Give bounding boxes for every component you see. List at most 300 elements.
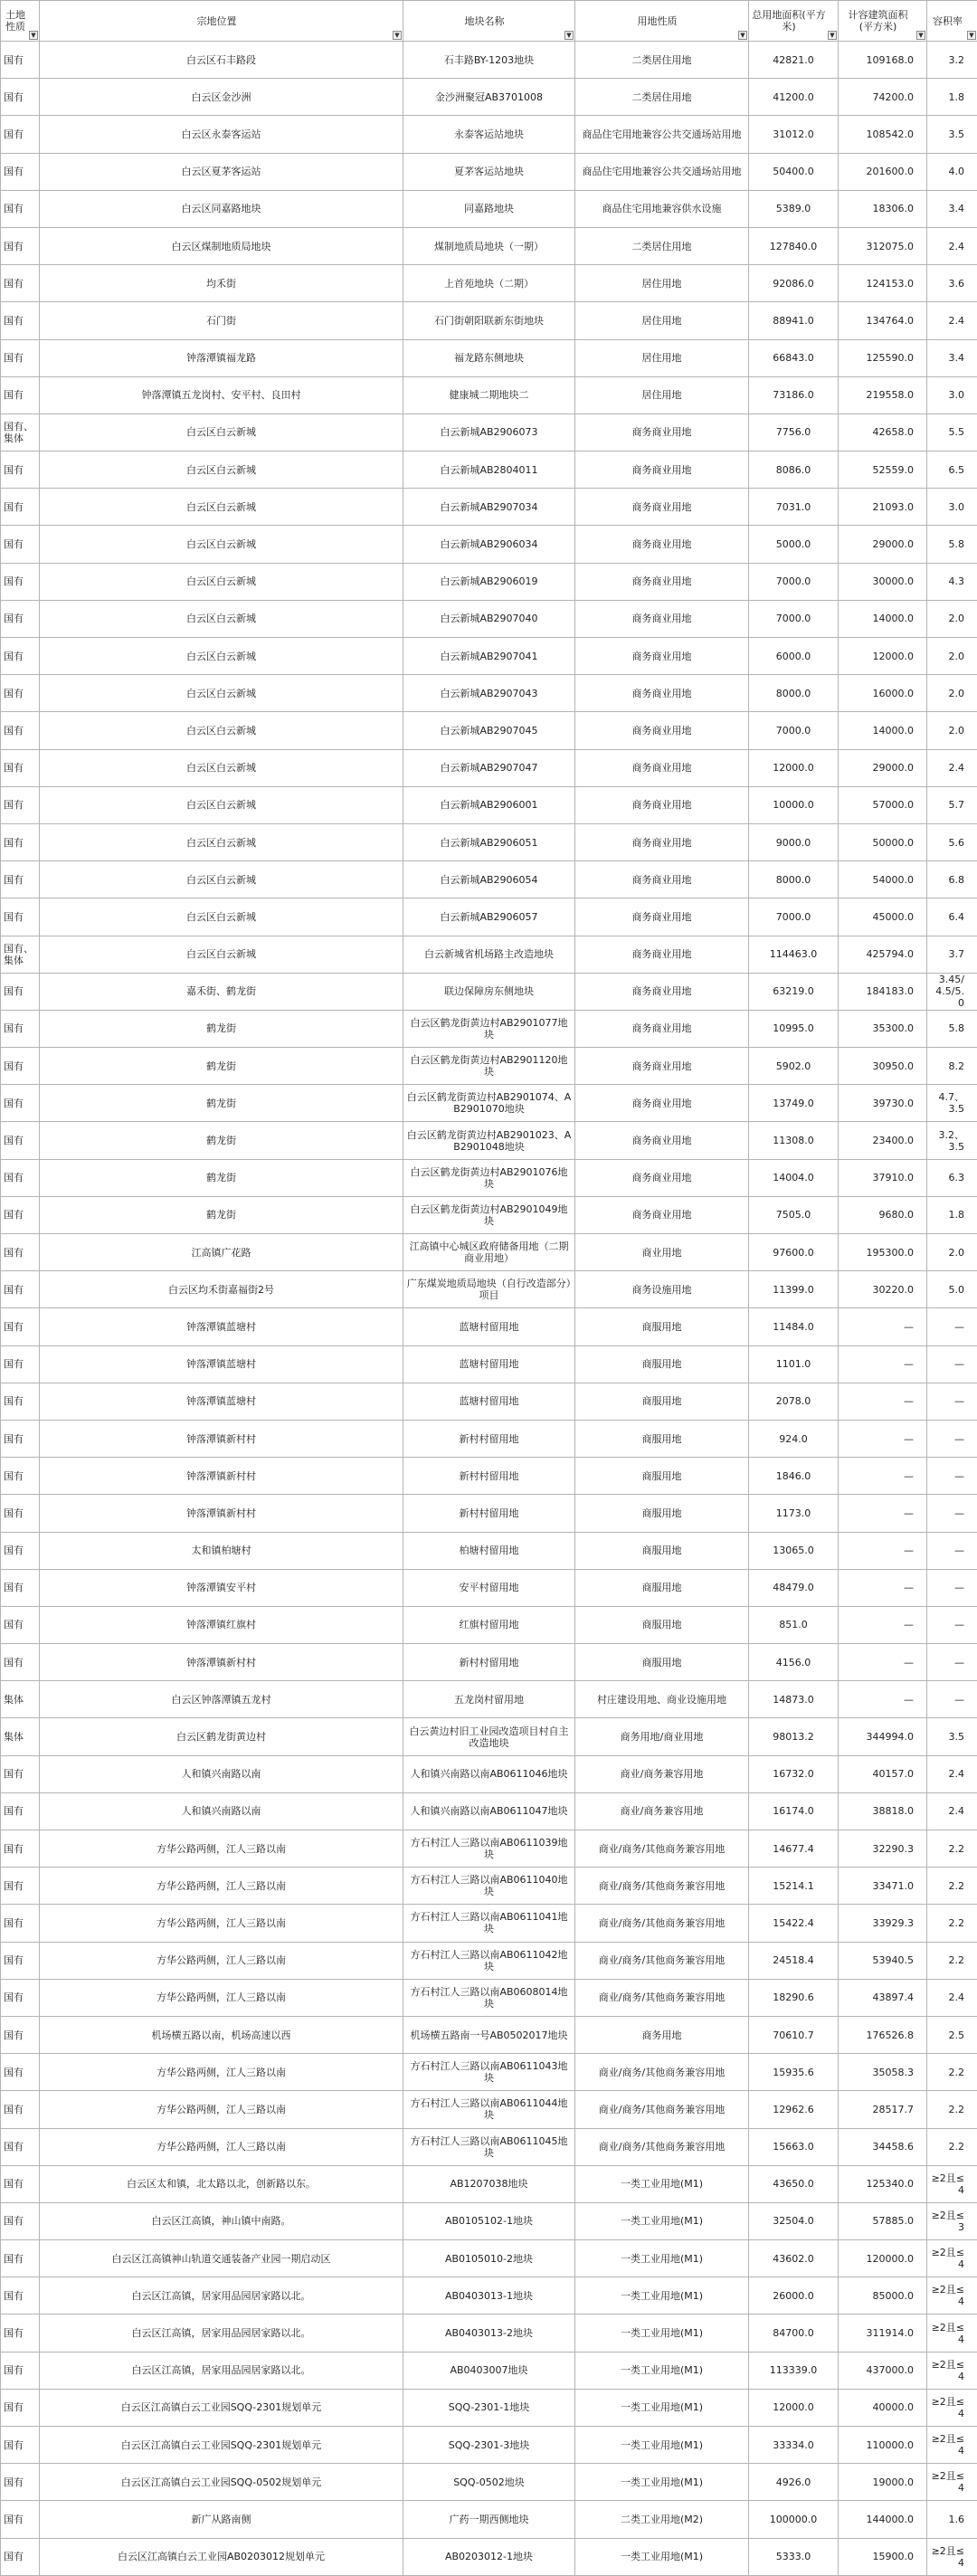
cell-total-area: 14873.0 [749,1681,839,1718]
cell-land-use: 二类居住用地 [575,79,749,116]
cell-land-nature: 国有 [1,227,40,264]
cell-land-use: 居住用地 [575,302,749,339]
cell-parcel-name: 广药一期西侧地块 [403,2501,575,2538]
cell-land-use: 商务商业用地 [575,861,749,898]
cell-plot-ratio: 6.4 [927,898,977,936]
cell-land-nature: 国有 [1,1271,40,1308]
table-row [1,1868,977,1905]
cell-land-nature: 国有 [1,1345,40,1383]
cell-total-area: 10995.0 [749,1010,839,1047]
cell-total-area: 7505.0 [749,1196,839,1233]
cell-plot-ratio: 2.4 [927,1792,977,1830]
cell-total-area: 5000.0 [749,526,839,563]
cell-building-area: — [839,1308,927,1345]
cell-building-area: 12000.0 [839,638,927,675]
table-row [1,2277,977,2315]
header-row [1,1,977,42]
cell-plot-ratio: 1.8 [927,79,977,116]
cell-location: 钟落潭镇蓝塘村 [40,1308,403,1345]
cell-parcel-name: 方石村江人三路以南AB0611041地块 [403,1905,575,1942]
cell-total-area: 88941.0 [749,302,839,339]
table-row [1,2538,977,2575]
cell-building-area: 201600.0 [839,153,927,190]
cell-total-area: 851.0 [749,1606,839,1643]
cell-land-nature: 国有 [1,339,40,376]
dropdown-arrow-icon[interactable]: ▼ [393,31,402,40]
cell-land-nature: 国有 [1,2538,40,2575]
cell-land-nature: 国有 [1,2016,40,2053]
cell-building-area: 437000.0 [839,2352,927,2389]
cell-total-area: 1101.0 [749,1345,839,1383]
cell-building-area: 57000.0 [839,786,927,823]
table-row [1,1718,977,1755]
cell-plot-ratio: 2.4 [927,1979,977,2016]
cell-plot-ratio: 2.5 [927,2016,977,2053]
cell-land-nature: 国有 [1,1159,40,1196]
cell-total-area: 11308.0 [749,1122,839,1159]
cell-location: 鹤龙街 [40,1085,403,1122]
table-row [1,339,977,376]
cell-location: 钟落潭镇福龙路 [40,339,403,376]
cell-plot-ratio: — [927,1532,977,1569]
table-row [1,1308,977,1345]
cell-land-use: 商务商业用地 [575,786,749,823]
cell-building-area: 45000.0 [839,898,927,936]
cell-parcel-name: 白云新城AB2907043 [403,675,575,712]
cell-plot-ratio: 2.4 [927,302,977,339]
cell-total-area: 16732.0 [749,1755,839,1792]
cell-land-nature: 国有 [1,786,40,823]
cell-land-use: 一类工业用地(M1) [575,2240,749,2277]
table-row [1,1458,977,1495]
cell-land-use: 商务设施用地 [575,1271,749,1308]
cell-land-nature: 国有 [1,1792,40,1830]
table-row [1,1644,977,1681]
cell-plot-ratio: 6.5 [927,452,977,489]
cell-total-area: 42821.0 [749,42,839,79]
cell-building-area: 176526.8 [839,2016,927,2053]
table-row [1,1234,977,1271]
cell-land-nature: 国有 [1,1942,40,1979]
table-row [1,1048,977,1085]
table-row [1,898,977,936]
cell-building-area: 30220.0 [839,1271,927,1308]
table-row [1,563,977,600]
cell-total-area: 66843.0 [749,339,839,376]
table-row [1,1122,977,1159]
cell-parcel-name: 夏茅客运站地块 [403,153,575,190]
table-row [1,190,977,227]
cell-land-use: 商业/商务/其他商务兼容用地 [575,1905,749,1942]
cell-location: 白云区江高镇白云工业园SQQ-0502规划单元 [40,2464,403,2501]
cell-parcel-name: 五龙岗村留用地 [403,1681,575,1718]
cell-plot-ratio: 2.2 [927,2054,977,2091]
header-total-area [749,1,839,42]
table-row [1,302,977,339]
cell-total-area: 2078.0 [749,1383,839,1420]
cell-building-area: — [839,1345,927,1383]
cell-building-area: 39730.0 [839,1085,927,1122]
cell-land-nature: 国有 [1,600,40,637]
cell-total-area: 98013.2 [749,1718,839,1755]
table-row [1,786,977,823]
cell-land-use: 商务商业用地 [575,823,749,860]
cell-land-use: 一类工业用地(M1) [575,2427,749,2464]
cell-parcel-name: AB0403013-1地块 [403,2277,575,2315]
cell-building-area: 109168.0 [839,42,927,79]
cell-building-area: 125340.0 [839,2165,927,2202]
table-row [1,42,977,79]
cell-location: 白云区白云新城 [40,413,403,451]
cell-parcel-name: SQQ-2301-1地块 [403,2389,575,2426]
cell-plot-ratio: 3.4 [927,190,977,227]
cell-plot-ratio: ≥2且≤4 [927,2315,977,2352]
table-row [1,2352,977,2389]
cell-building-area: 33471.0 [839,1868,927,1905]
cell-total-area: 9000.0 [749,823,839,860]
cell-location: 白云区均禾街嘉福街2号 [40,1271,403,1308]
cell-parcel-name: AB0203012-1地块 [403,2538,575,2575]
cell-land-use: 商服用地 [575,1569,749,1606]
cell-location: 方华公路两侧，江人三路以南 [40,2091,403,2128]
cell-total-area: 32504.0 [749,2202,839,2239]
cell-parcel-name: 白云新城AB2906057 [403,898,575,936]
cell-total-area: 15663.0 [749,2128,839,2165]
cell-parcel-name: 白云黄边村旧工业园改造项目村自主改造地块 [403,1718,575,1755]
table-row [1,526,977,563]
cell-parcel-name: 红旗村留用地 [403,1606,575,1643]
cell-building-area: — [839,1532,927,1569]
cell-land-nature: 国有 [1,42,40,79]
cell-land-use: 商业/商务/其他商务兼容用地 [575,1942,749,1979]
table-row [1,1345,977,1383]
cell-land-use: 一类工业用地(M1) [575,2538,749,2575]
cell-parcel-name: 白云区鹤龙街黄边村AB2901074、AB2901070地块 [403,1085,575,1122]
cell-location: 白云区江高镇白云工业园AB0203012规划单元 [40,2538,403,2575]
cell-parcel-name: 方石村江人三路以南AB0611042地块 [403,1942,575,1979]
cell-plot-ratio: 3.7 [927,936,977,973]
cell-land-use: 二类居住用地 [575,42,749,79]
cell-parcel-name: 健康城二期地块二 [403,376,575,413]
cell-land-use: 商服用地 [575,1495,749,1532]
cell-plot-ratio: 2.4 [927,749,977,786]
dropdown-arrow-icon[interactable]: ▼ [916,31,925,40]
cell-plot-ratio: 2.0 [927,675,977,712]
table-row [1,2016,977,2053]
cell-location: 白云区白云新城 [40,675,403,712]
cell-land-use: 商务商业用地 [575,413,749,451]
cell-building-area: 32290.3 [839,1830,927,1868]
cell-total-area: 7031.0 [749,489,839,526]
cell-location: 白云区白云新城 [40,638,403,675]
cell-land-nature: 国有 [1,265,40,302]
cell-plot-ratio: ≥2且≤4 [927,2165,977,2202]
cell-plot-ratio: 2.2 [927,1905,977,1942]
cell-land-use: 商服用地 [575,1458,749,1495]
dropdown-arrow-icon[interactable]: ▼ [738,31,747,40]
cell-location: 方华公路两侧，江人三路以南 [40,1905,403,1942]
cell-location: 白云区白云新城 [40,526,403,563]
cell-land-use: 一类工业用地(M1) [575,2202,749,2239]
cell-parcel-name: 新村村留用地 [403,1420,575,1457]
cell-land-use: 商务商业用地 [575,1010,749,1047]
dropdown-arrow-icon[interactable]: ▼ [828,31,837,40]
cell-plot-ratio: ≥2且≤4 [927,2389,977,2426]
table-row [1,1606,977,1643]
cell-building-area: 57885.0 [839,2202,927,2239]
cell-land-nature: 国有 [1,675,40,712]
cell-building-area: 29000.0 [839,749,927,786]
cell-plot-ratio: 5.6 [927,823,977,860]
cell-building-area: — [839,1644,927,1681]
cell-parcel-name: 永泰客运站地块 [403,116,575,153]
cell-land-use: 商务商业用地 [575,936,749,973]
dropdown-arrow-icon[interactable]: ▼ [967,31,976,40]
cell-land-use: 商务商业用地 [575,526,749,563]
cell-building-area: 33929.3 [839,1905,927,1942]
table-row [1,973,977,1010]
cell-total-area: 11399.0 [749,1271,839,1308]
cell-plot-ratio: 8.2 [927,1048,977,1085]
cell-building-area: 14000.0 [839,600,927,637]
cell-plot-ratio: 5.8 [927,1010,977,1047]
cell-location: 白云区太和镇，北太路以北，创新路以东。 [40,2165,403,2202]
cell-parcel-name: 白云区鹤龙街黄边村AB2901120地块 [403,1048,575,1085]
cell-land-use: 商业/商务/其他商务兼容用地 [575,2091,749,2128]
cell-total-area: 50400.0 [749,153,839,190]
cell-land-use: 商务商业用地 [575,1122,749,1159]
cell-land-use: 商务商业用地 [575,1085,749,1122]
cell-building-area: 42658.0 [839,413,927,451]
table-row [1,227,977,264]
table-row [1,489,977,526]
header-label: 宗地位置 [43,15,400,27]
table-row [1,1755,977,1792]
cell-parcel-name: 广东煤炭地质局地块（自行改造部分）项目 [403,1271,575,1308]
cell-land-nature: 国有 [1,2315,40,2352]
cell-plot-ratio: — [927,1681,977,1718]
table-row [1,1532,977,1569]
cell-land-nature: 国有 [1,1010,40,1047]
cell-land-nature: 国有 [1,1905,40,1942]
cell-building-area: 74200.0 [839,79,927,116]
cell-location: 均禾街 [40,265,403,302]
cell-plot-ratio: 4.0 [927,153,977,190]
table-row [1,2464,977,2501]
cell-land-nature: 国有 [1,2165,40,2202]
cell-total-area: 5389.0 [749,190,839,227]
cell-location: 白云区永泰客运站 [40,116,403,153]
cell-total-area: 7000.0 [749,712,839,749]
table-row [1,452,977,489]
cell-total-area: 12962.6 [749,2091,839,2128]
cell-land-use: 商服用地 [575,1606,749,1643]
cell-total-area: 4156.0 [749,1644,839,1681]
cell-location: 方华公路两侧，江人三路以南 [40,1830,403,1868]
cell-land-use: 商务商业用地 [575,489,749,526]
cell-land-use: 村庄建设用地、商业设施用地 [575,1681,749,1718]
cell-plot-ratio: 6.3 [927,1159,977,1196]
table-row [1,2054,977,2091]
cell-building-area: 52559.0 [839,452,927,489]
cell-land-use: 商业/商务/其他商务兼容用地 [575,2128,749,2165]
cell-location: 钟落潭镇红旗村 [40,1606,403,1643]
cell-location: 鹤龙街 [40,1122,403,1159]
table-row [1,823,977,860]
cell-plot-ratio: — [927,1308,977,1345]
cell-land-use: 商业/商务兼容用地 [575,1792,749,1830]
header-label: 总用地面积(平方米) [752,9,835,33]
cell-total-area: 7000.0 [749,600,839,637]
cell-parcel-name: SQQ-2301-3地块 [403,2427,575,2464]
cell-plot-ratio: — [927,1383,977,1420]
cell-building-area: 19000.0 [839,2464,927,2501]
cell-land-use: 商务商业用地 [575,973,749,1010]
cell-land-nature: 国有 [1,1868,40,1905]
cell-building-area: 53940.5 [839,1942,927,1979]
cell-location: 白云区同嘉路地块 [40,190,403,227]
table-body [1,42,977,2576]
cell-plot-ratio: ≥2且≤4 [927,2352,977,2389]
cell-land-nature: 国有 [1,2128,40,2165]
cell-land-nature: 国有 [1,190,40,227]
cell-total-area: 15935.6 [749,2054,839,2091]
cell-location: 新广从路南侧 [40,2501,403,2538]
table-row [1,2128,977,2165]
cell-land-use: 商业/商务/其他商务兼容用地 [575,1830,749,1868]
cell-land-nature: 国有 [1,823,40,860]
cell-land-nature: 国有 [1,1420,40,1457]
cell-location: 白云区江高镇白云工业园SQQ-2301规划单元 [40,2389,403,2426]
cell-land-use: 居住用地 [575,339,749,376]
cell-building-area: 43897.4 [839,1979,927,2016]
cell-parcel-name: 白云新城AB2906054 [403,861,575,898]
cell-plot-ratio: 5.5 [927,413,977,451]
table-row [1,413,977,451]
cell-building-area: 9680.0 [839,1196,927,1233]
table-row [1,675,977,712]
cell-location: 白云区鹤龙街黄边村 [40,1718,403,1755]
cell-building-area: — [839,1681,927,1718]
cell-building-area: 35300.0 [839,1010,927,1047]
table-row [1,2202,977,2239]
cell-parcel-name: 白云新城AB2804011 [403,452,575,489]
table-row [1,2389,977,2426]
cell-location: 白云区江高镇白云工业园SQQ-2301规划单元 [40,2427,403,2464]
table-row [1,936,977,973]
dropdown-arrow-icon[interactable]: ▼ [564,31,574,40]
cell-plot-ratio: — [927,1458,977,1495]
cell-plot-ratio: 2.0 [927,1234,977,1271]
cell-parcel-name: 白云新城AB2906034 [403,526,575,563]
cell-land-nature: 国有 [1,452,40,489]
cell-total-area: 12000.0 [749,2389,839,2426]
cell-land-nature: 国有 [1,153,40,190]
cell-building-area: 40000.0 [839,2389,927,2426]
table-row [1,1681,977,1718]
cell-parcel-name: AB1207038地块 [403,2165,575,2202]
cell-location: 方华公路两侧，江人三路以南 [40,1942,403,1979]
cell-location: 白云区煤制地质局地块 [40,227,403,264]
cell-total-area: 16174.0 [749,1792,839,1830]
cell-location: 钟落潭镇安平村 [40,1569,403,1606]
cell-building-area: 144000.0 [839,2501,927,2538]
cell-building-area: 195300.0 [839,1234,927,1271]
cell-location: 白云区白云新城 [40,861,403,898]
table-row [1,376,977,413]
cell-location: 钟落潭镇蓝塘村 [40,1345,403,1383]
cell-parcel-name: 白云新城AB2907040 [403,600,575,637]
cell-parcel-name: 白云新城省机场路主改造地块 [403,936,575,973]
cell-plot-ratio: 6.8 [927,861,977,898]
cell-land-nature: 国有 [1,2464,40,2501]
cell-parcel-name: 白云新城AB2907041 [403,638,575,675]
table-row [1,1979,977,2016]
cell-location: 白云区江高镇，居家用品园居家路以北。 [40,2277,403,2315]
cell-location: 白云区江高镇，居家用品园居家路以北。 [40,2352,403,2389]
cell-land-nature: 国有 [1,1458,40,1495]
cell-land-use: 商务商业用地 [575,675,749,712]
cell-land-nature: 国有 [1,302,40,339]
cell-total-area: 97600.0 [749,1234,839,1271]
cell-parcel-name: AB0105102-1地块 [403,2202,575,2239]
cell-building-area: 120000.0 [839,2240,927,2277]
header-label: 用地性质 [578,15,745,27]
cell-land-nature: 国有 [1,898,40,936]
cell-land-nature: 国有 [1,116,40,153]
cell-land-nature: 国有 [1,376,40,413]
cell-building-area: 219558.0 [839,376,927,413]
cell-land-nature: 国有 [1,1308,40,1345]
cell-location: 白云区白云新城 [40,936,403,973]
cell-parcel-name: 石丰路BY-1203地块 [403,42,575,79]
cell-location: 白云区钟落潭镇五龙村 [40,1681,403,1718]
cell-location: 白云区白云新城 [40,786,403,823]
cell-building-area: 30000.0 [839,563,927,600]
header-plot-ratio [927,1,977,42]
cell-building-area: 21093.0 [839,489,927,526]
table-row [1,2240,977,2277]
cell-location: 方华公路两侧，江人三路以南 [40,2128,403,2165]
cell-land-nature: 国有 [1,489,40,526]
cell-plot-ratio: 3.45/4.5/5.0 [927,973,977,1010]
cell-parcel-name: AB0403007地块 [403,2352,575,2389]
table-row [1,1420,977,1457]
cell-location: 太和镇柏塘村 [40,1532,403,1569]
cell-land-nature: 国有 [1,2054,40,2091]
cell-building-area: 35058.3 [839,2054,927,2091]
cell-parcel-name: 白云区鹤龙街黄边村AB2901077地块 [403,1010,575,1047]
cell-parcel-name: 蓝塘村留用地 [403,1308,575,1345]
cell-plot-ratio: ≥2且≤4 [927,2277,977,2315]
cell-land-nature: 国有 [1,1644,40,1681]
cell-total-area: 1846.0 [749,1458,839,1495]
cell-building-area: 34458.6 [839,2128,927,2165]
header-label: 计容建筑面积(平方米) [841,9,924,33]
table-row [1,1383,977,1420]
cell-location: 人和镇兴南路以南 [40,1792,403,1830]
cell-plot-ratio: ≥2且≤4 [927,2240,977,2277]
cell-total-area: 41200.0 [749,79,839,116]
table-row [1,153,977,190]
cell-building-area: 16000.0 [839,675,927,712]
cell-total-area: 15214.1 [749,1868,839,1905]
cell-location: 鹤龙街 [40,1196,403,1233]
dropdown-arrow-icon[interactable]: ▼ [29,31,38,40]
cell-location: 机场横五路以南，机场高速以西 [40,2016,403,2053]
table-row [1,2165,977,2202]
cell-land-use: 商服用地 [575,1308,749,1345]
